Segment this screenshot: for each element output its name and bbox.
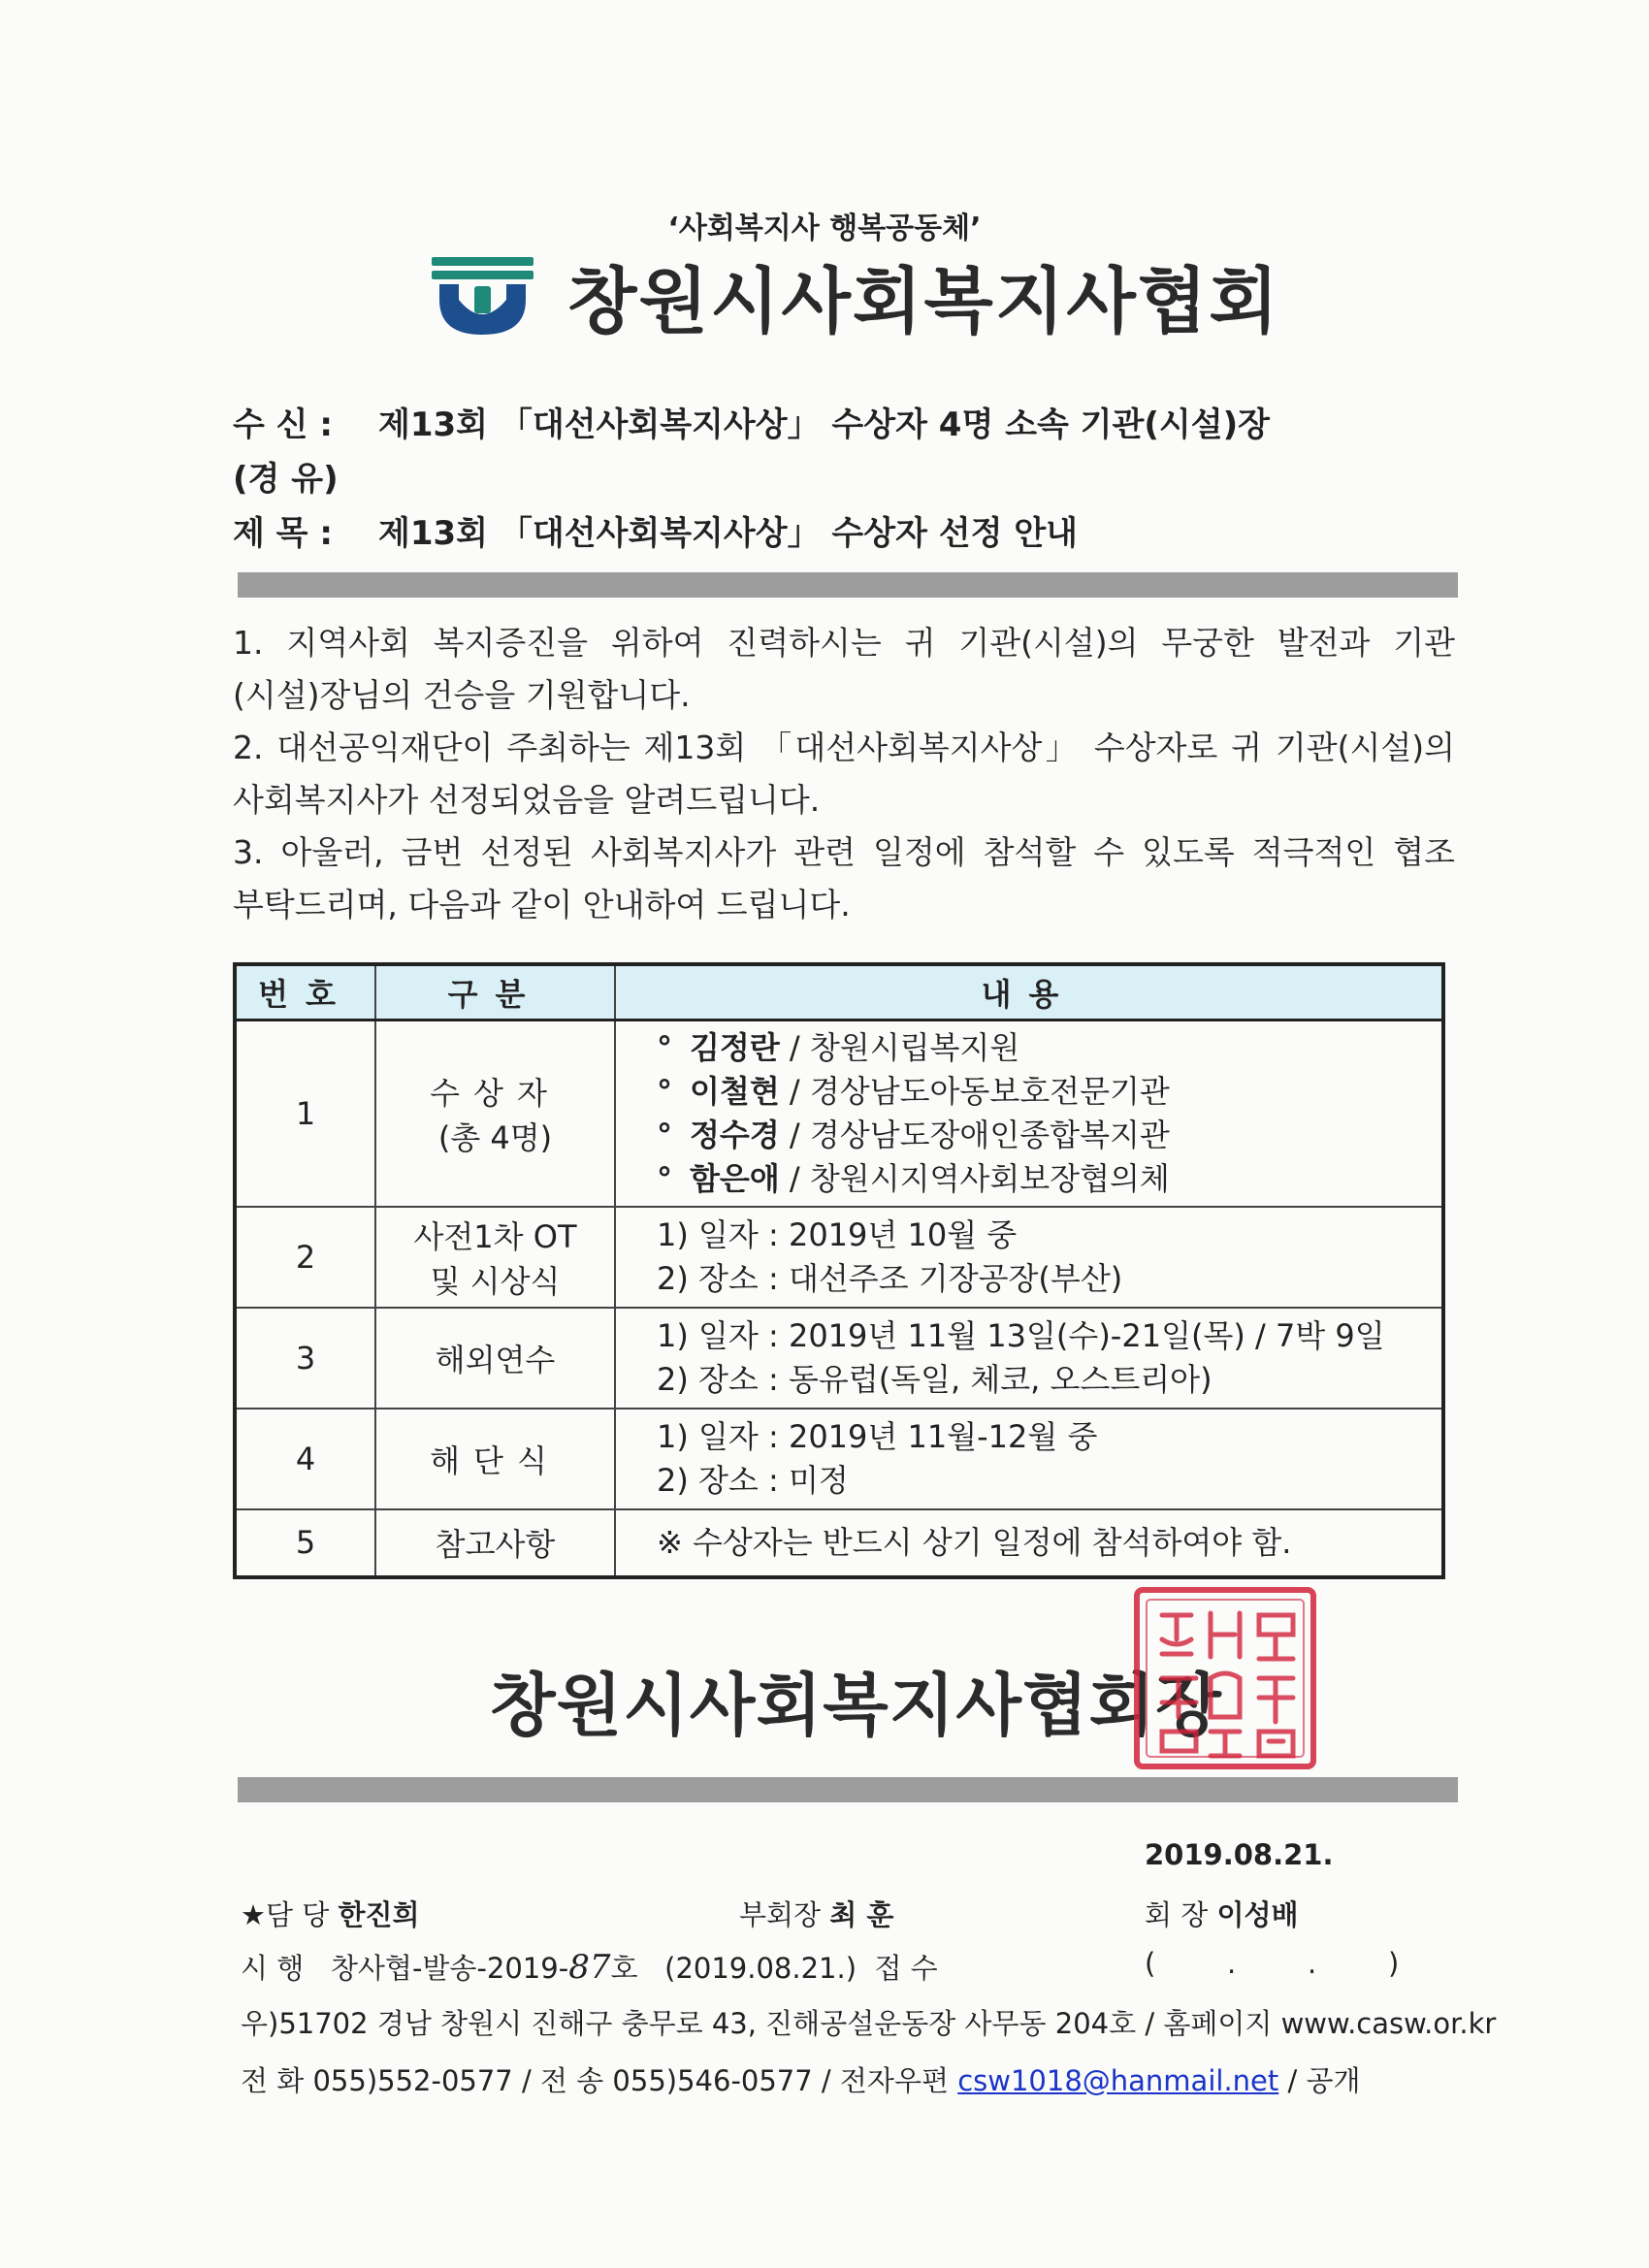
paragraph-3-line-1: 3. 아울러, 금번 선정된 사회복지사가 관련 일정에 참석할 수 있도록 적극적인 협조 [233, 833, 1455, 871]
paragraph-2-line-2: 사회복지사가 선정되었음을 알려드립니다. [233, 781, 821, 819]
row-number: 3 [235, 1308, 375, 1409]
recipient-label: 수 신 : [233, 405, 333, 444]
via-line: (경 유) [233, 460, 339, 499]
paragraph-1-line-1: 1. 지역사회 복지증진을 위하여 진력하시는 귀 기관(시설)의 무궁한 발전과 기관 [233, 624, 1455, 662]
list-item: ° 김정란 / 창원시립복지원 [657, 1028, 1020, 1066]
row-number: 5 [235, 1509, 375, 1577]
handwritten-document-number: 87 [568, 1948, 611, 1987]
table-row [235, 1509, 1443, 1577]
table-row [235, 1021, 1443, 1207]
row-content: 1) 일자 : 2019년 11월 13일(수)-21일(목) / 7박 9일 2) 장소 : 동유럽(독일, 체코, 오스트리아) [615, 1308, 1443, 1409]
table-row [235, 1207, 1443, 1308]
body-text [233, 617, 1455, 931]
president-line: 회 장 이성배 [1145, 1898, 1299, 1931]
row-content: 1) 일자 : 2019년 10월 중 2) 장소 : 대선주조 기장공장(부산) [615, 1207, 1443, 1308]
awardee-list [615, 1021, 1443, 1207]
document-date: 2019.08.21. [1145, 1838, 1334, 1871]
table-header-row [235, 964, 1443, 1021]
table-row [235, 1409, 1443, 1509]
row-category: 해외연수 [375, 1308, 615, 1409]
subject-value: 제13회 「대선사회복지사상」 수상자 선정 안내 [378, 514, 1079, 553]
receipt-value: ( . . ) [1145, 1947, 1400, 1980]
row-content: ※ 수상자는 반드시 상기 일정에 참석하여야 함. [615, 1509, 1443, 1577]
schedule-table [233, 962, 1445, 1579]
header-category: 구분 [375, 964, 615, 1021]
official-seal-icon [1133, 1586, 1317, 1770]
row-category: 수상자 (총 4명) [375, 1021, 615, 1207]
slogan: ‘사회복지사 행복공동체’ [667, 211, 982, 245]
list-item: ° 함은애 / 창원시지역사회보장협의체 [657, 1159, 1170, 1197]
email-link[interactable]: csw1018@hanmail.net [957, 2064, 1279, 2097]
signature-divider [238, 1777, 1458, 1802]
row-category: 해단식 [375, 1409, 615, 1509]
paragraph-2-line-1: 2. 대선공익재단이 주최하는 제13회 「대선사회복지사상」 수상자로 귀 기관(시설)의 [233, 729, 1455, 766]
row-content: 1) 일자 : 2019년 11월-12월 중 2) 장소 : 미정 [615, 1409, 1443, 1509]
organization-name: 창원시사회복지사협회 [567, 260, 1280, 343]
staff-name: 한진희 [338, 1898, 420, 1931]
subject-label: 제 목 : [233, 514, 333, 553]
header-content: 내용 [615, 964, 1443, 1021]
address-line: 우)51702 경남 창원시 진해구 충무로 43, 진해공설운동장 사무동 204호 / 홈페이지 www.casw.or.kr [241, 2007, 1497, 2040]
association-logo-icon [432, 257, 534, 335]
subject-line [233, 506, 1078, 554]
row-number: 2 [235, 1207, 375, 1308]
row-category: 참고사항 [375, 1509, 615, 1577]
table-row [235, 1308, 1443, 1409]
list-item: ° 이철현 / 경상남도아동보호전문기관 [657, 1072, 1170, 1110]
president-name: 이성배 [1216, 1898, 1299, 1931]
vice-president-name: 최 훈 [829, 1898, 894, 1931]
vice-president-line: 부회장 최 훈 [739, 1898, 894, 1931]
paragraph-1-line-2: (시설)장님의 건승을 기원합니다. [233, 676, 691, 714]
enforcement-line: 시 행 창사협-발송-2019-87호 (2019.08.21.) 접 수 [241, 1948, 938, 1987]
row-number: 4 [235, 1409, 375, 1509]
list-item: ° 정수경 / 경상남도장애인종합복지관 [657, 1116, 1170, 1153]
contact-line: 전 화 055)552-0577 / 전 송 055)546-0577 / 전자우편 csw1018@hanmail.net / 공개 [241, 2064, 1361, 2097]
recipient-value: 제13회 「대선사회복지사상」 수상자 4명 소속 기관(시설)장 [378, 405, 1270, 444]
recipient-line [233, 398, 1270, 445]
signatory-title: 창원시사회복지사협회장 [490, 1666, 1222, 1745]
staff-line: ★담 당 한진희 [241, 1898, 420, 1931]
header-divider [238, 572, 1458, 598]
row-number: 1 [235, 1021, 375, 1207]
paragraph-3-line-2: 부탁드리며, 다음과 같이 안내하여 드립니다. [233, 886, 851, 923]
row-category: 사전1차 OT 및 시상식 [375, 1207, 615, 1308]
header-number: 번호 [235, 964, 375, 1021]
